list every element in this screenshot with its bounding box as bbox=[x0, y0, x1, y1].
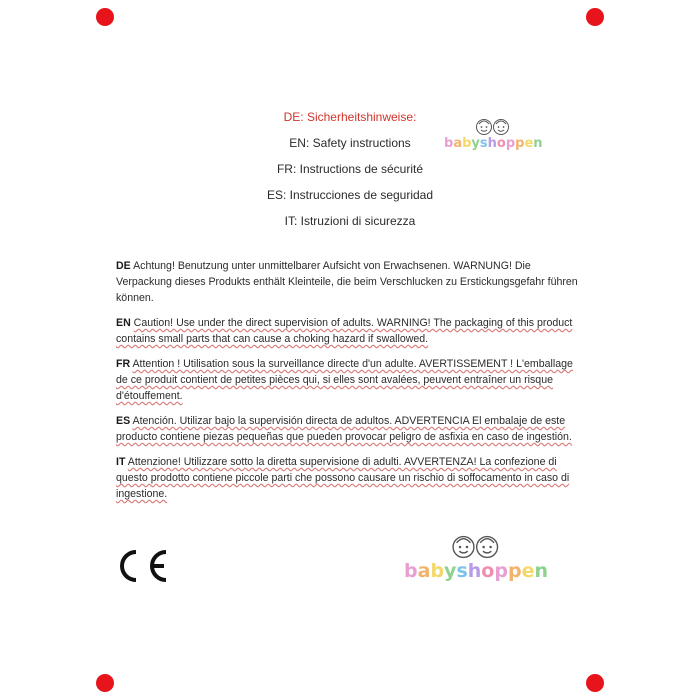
heading-es: ES: Instrucciones de seguridad bbox=[266, 188, 434, 202]
baby-faces-icon bbox=[451, 534, 501, 560]
safety-text-block bbox=[116, 258, 578, 511]
heading-en: EN: Safety instructions bbox=[289, 136, 411, 150]
corner-dot-top-left bbox=[96, 8, 114, 26]
corner-dot-top-right bbox=[586, 8, 604, 26]
paragraph-en: EN Caution! Use under the direct supervision of adults. WARNING! The packaging of this product contains small parts that can cause a choking hazard if swallowed. bbox=[116, 317, 573, 345]
baby-faces-icon bbox=[475, 118, 511, 136]
brand-logo-small bbox=[444, 118, 543, 151]
paragraph-de: DE Achtung! Benutzung unter unmittelbarer Aufsicht von Erwachsenen. WARNUNG! Die Verpackung dieses Produkts enthält Kleinteile, die beim Verschlucken zu Erstickungsgefahr führen können. bbox=[116, 260, 578, 304]
paragraph-fr: FR Attention ! Utilisation sous la surveillance directe d'un adulte. AVERTISSEMENT ! L'emballage de ce produit contient de petites pièces qui, si elles sont avalées, peuvent entraîner un risque d'étouffement. bbox=[116, 358, 573, 402]
paragraph-es: ES Atención. Utilizar bajo la supervisión directa de adultos. ADVERTENCIA El embalaje de este producto contiene piezas pequeñas que pueden provocar peligro de asfixia en caso de ingestión. bbox=[116, 415, 572, 443]
heading-de: DE: Sicherheitshinweise: bbox=[283, 110, 417, 124]
brand-logo-text: babyshoppen bbox=[444, 136, 543, 151]
paragraph-it: IT Attenzione! Utilizzare sotto la diretta supervisione di adulti. AVVERTENZA! La confezione di questo prodotto contiene piccole parti che possono causare un rischio di soffocamento in caso di ingestione. bbox=[116, 456, 570, 500]
brand-logo-text: babyshoppen bbox=[404, 560, 548, 582]
heading-it: IT: Istruzioni di sicurezza bbox=[284, 214, 416, 228]
ce-mark-icon bbox=[112, 546, 172, 586]
brand-logo-large bbox=[404, 534, 548, 582]
corner-dot-bottom-right bbox=[586, 674, 604, 692]
corner-dot-bottom-left bbox=[96, 674, 114, 692]
heading-fr: FR: Instructions de sécurité bbox=[276, 162, 424, 176]
